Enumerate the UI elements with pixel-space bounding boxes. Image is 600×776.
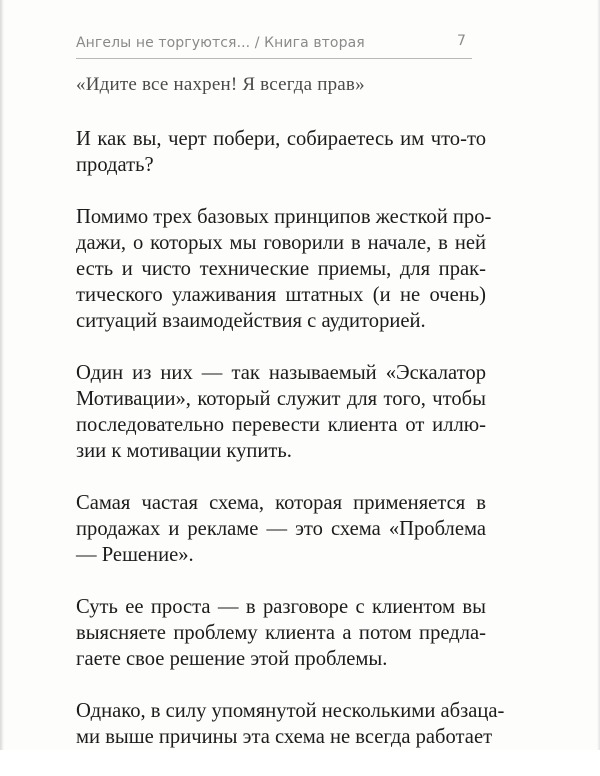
paragraph xyxy=(76,360,486,464)
text-line: И как вы, черт побери, собираетесь им что-то xyxy=(76,128,486,150)
text-line: ми выше причины эта схема не всегда работает xyxy=(76,726,493,748)
section-heading: «Идите все нахрен! Я всегда прав» xyxy=(76,74,365,95)
text-line: зии к мотивации купить. xyxy=(76,440,292,462)
text-line: Самая частая схема, которая применяется в xyxy=(76,492,486,514)
text-line: продать? xyxy=(76,154,154,176)
text-line: выясняете проблему клиента а потом предла- xyxy=(76,622,486,644)
text-line: есть и чисто технические приемы, для прак- xyxy=(76,258,486,280)
text-line: — Решение». xyxy=(76,544,194,566)
page-edge-left xyxy=(0,0,4,750)
running-title: Ангелы не торгуются... / Книга вторая xyxy=(76,35,365,51)
paragraph xyxy=(76,698,505,750)
text-line: продажах и рекламе — это схема «Проблема xyxy=(76,518,486,540)
paragraph xyxy=(76,126,486,178)
text-line: Мотивации», который служит для того, чтобы xyxy=(76,388,486,410)
paragraph xyxy=(76,204,492,334)
text-line: гаете свое решение этой проблемы. xyxy=(76,648,388,670)
text-line: тического улаживания штатных (и не очень) xyxy=(76,284,486,306)
body-text xyxy=(76,126,505,776)
text-line: Помимо трех базовых принципов жесткой про- xyxy=(76,206,492,228)
paragraph xyxy=(76,594,486,672)
text-line: Суть ее проста — в разговоре с клиентом вы xyxy=(76,596,486,618)
page-number: 7 xyxy=(456,33,466,49)
text-line: последовательно перевести клиента от иллю- xyxy=(76,414,486,436)
text-line: ситуаций взаимодействия с аудиторией. xyxy=(76,310,426,332)
text-line: Однако, в силу упомянутой несколькими абзаца- xyxy=(76,700,505,722)
text-line: дажи, о которых мы говорили в начале, в ней xyxy=(76,232,486,254)
header-rule xyxy=(76,58,472,59)
text-line: Один из них — так называемый «Эскалатор xyxy=(76,362,486,384)
paragraph xyxy=(76,490,486,568)
running-header xyxy=(76,33,472,55)
